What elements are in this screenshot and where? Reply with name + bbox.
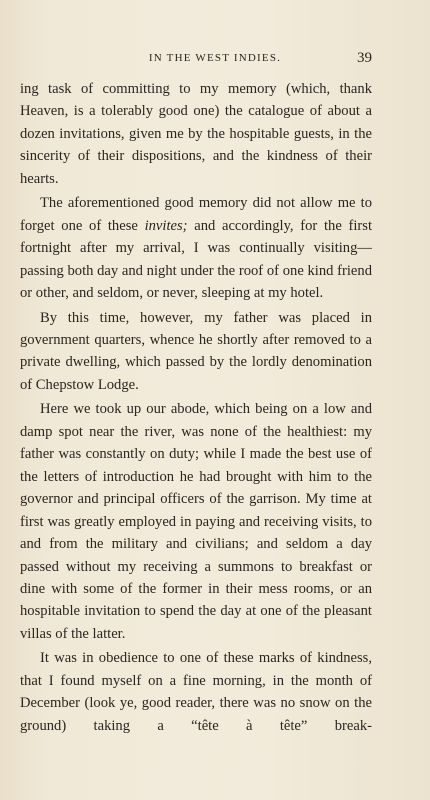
paragraph-3: By this time, however, my father was placed in government quarters, whence he shortly after removed to a private dwelling, which passed by the lordly denomination of Chepstow Lodge.: [20, 309, 372, 393]
paragraph-1: ing task of committing to my memory (which, thank Heaven, is a tolerably good one) the catalogue of about a dozen invitations, given me by the hospitable guests, in the sincerity of their dispositions, and the kindness of their hearts.: [20, 81, 372, 187]
paragraph-4: Here we took up our abode, which being on a low and damp spot near the river, was none of the healthiest: my father was constantly on duty; while I made the best use of the letters of introduction he had brought with him to the governor and principal officers of the garrison. My time at first was greatly employed in paying and receiving visits, to and from the military and civilians; and seldom a day passed without my receiving a summons to breakfast or dine with some of the former in their mess rooms, or an hospitable invitation to spend the day at one of the pleasant villas of the latter.: [20, 401, 372, 642]
paragraph-2-italic-word: invites;: [144, 217, 188, 234]
page-number: 39: [357, 50, 372, 66]
paragraph-2-text-a: The aforementioned good memory did not allow me to forget one of these: [20, 195, 372, 234]
page-body: [20, 78, 372, 737]
paragraph-2: [20, 192, 372, 304]
running-head: IN THE WEST INDIES.: [148, 52, 282, 64]
paragraph-2-text-b: and accordingly, for the first fortnight after my arrival, I was continually visiting—passing both day and night under the roof of one kind friend or other, and seldom, or never, sleeping at my hotel.: [20, 217, 372, 302]
paragraph-5: It was in obedience to one of these marks of kindness, that I found myself on a fine morning, in the month of December (look ye, good reader, there was no snow on the ground) taking a “tête à tête” break-: [20, 650, 372, 734]
page-header: [0, 50, 430, 70]
